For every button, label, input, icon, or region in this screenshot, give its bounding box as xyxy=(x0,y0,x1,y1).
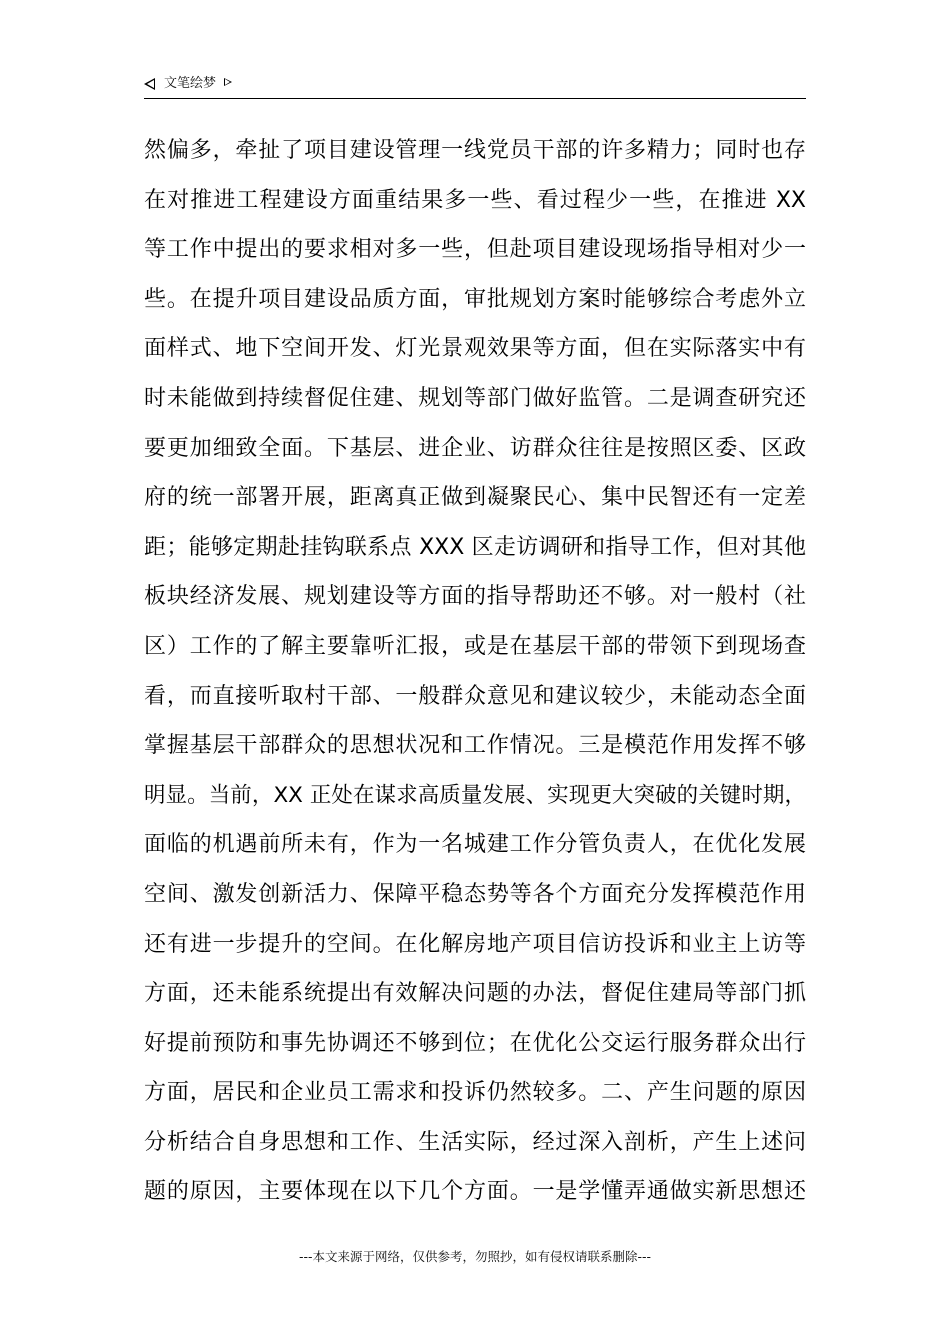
body-line: 还有进一步提升的空间。在化解房地产项目信访投诉和业主上访等 xyxy=(144,931,806,957)
body-line: 等工作中提出的要求相对多一些，但赴项目建设现场指导相对少一 xyxy=(144,237,806,263)
body-line: 时未能做到持续督促住建、规划等部门做好监管。二是调查研究还 xyxy=(144,385,806,411)
footer-notice: ---本文来源于网络，仅供参考，勿照抄，如有侵权请联系删除--- xyxy=(298,1249,652,1264)
body-line: 面样式、地下空间开发、灯光景观效果等方面，但在实际落实中有 xyxy=(144,336,806,362)
body-line: 题的原因，主要体现在以下几个方面。一是学懂弄通做实新思想还 xyxy=(144,1179,806,1205)
body-line: 明显。当前，XX 正处在谋求高质量发展、实现更大突破的关键时期， xyxy=(144,782,806,808)
body-line: 然偏多，牵扯了项目建设管理一线党员干部的许多精力；同时也存 xyxy=(144,138,806,163)
body-line: 要更加细致全面。下基层、进企业、访群众往往是按照区委、区政 xyxy=(144,435,806,461)
document-body xyxy=(144,126,806,1217)
body-line: 板块经济发展、规划建设等方面的指导帮助还不够。对一般村（社 xyxy=(144,584,806,610)
header-brand: 文笔绘梦 xyxy=(164,76,217,91)
triangle-right-icon xyxy=(224,78,232,86)
body-line: 距；能够定期赴挂钩联系点 XXX 区走访调研和指导工作，但对其他 xyxy=(144,534,806,560)
body-line: 区）工作的了解主要靠听汇报，或是在基层干部的带领下到现场查 xyxy=(144,633,806,659)
body-line: 方面，居民和企业员工需求和投诉仍然较多。二、产生问题的原因 xyxy=(144,1080,806,1106)
body-line: 在对推进工程建设方面重结果多一些、看过程少一些，在推进 XX xyxy=(144,187,806,213)
body-line: 面临的机遇前所未有，作为一名城建工作分管负责人，在优化发展 xyxy=(144,832,806,858)
body-line: 些。在提升项目建设品质方面，审批规划方案时能够综合考虑外立 xyxy=(144,286,806,312)
body-line: 空间、激发创新活力、保障平稳态势等各个方面充分发挥模范作用 xyxy=(144,881,806,907)
body-line: 方面，还未能系统提出有效解决问题的办法，督促住建局等部门抓 xyxy=(144,981,806,1007)
header-brand-group xyxy=(144,76,232,92)
body-line: 看，而直接听取村干部、一般群众意见和建议较少，未能动态全面 xyxy=(144,683,806,709)
body-line: 掌握基层干部群众的思想状况和工作情况。三是模范作用发挥不够 xyxy=(144,733,806,759)
triangle-left-icon xyxy=(144,78,155,90)
page-header xyxy=(144,72,806,99)
body-line: 府的统一部署开展，距离真正做到凝聚民心、集中民智还有一定差 xyxy=(144,485,806,511)
body-line: 分析结合自身思想和工作、生活实际，经过深入剖析，产生上述问 xyxy=(144,1129,806,1155)
body-line: 好提前预防和事先协调还不够到位；在优化公交运行服务群众出行 xyxy=(144,1030,806,1056)
